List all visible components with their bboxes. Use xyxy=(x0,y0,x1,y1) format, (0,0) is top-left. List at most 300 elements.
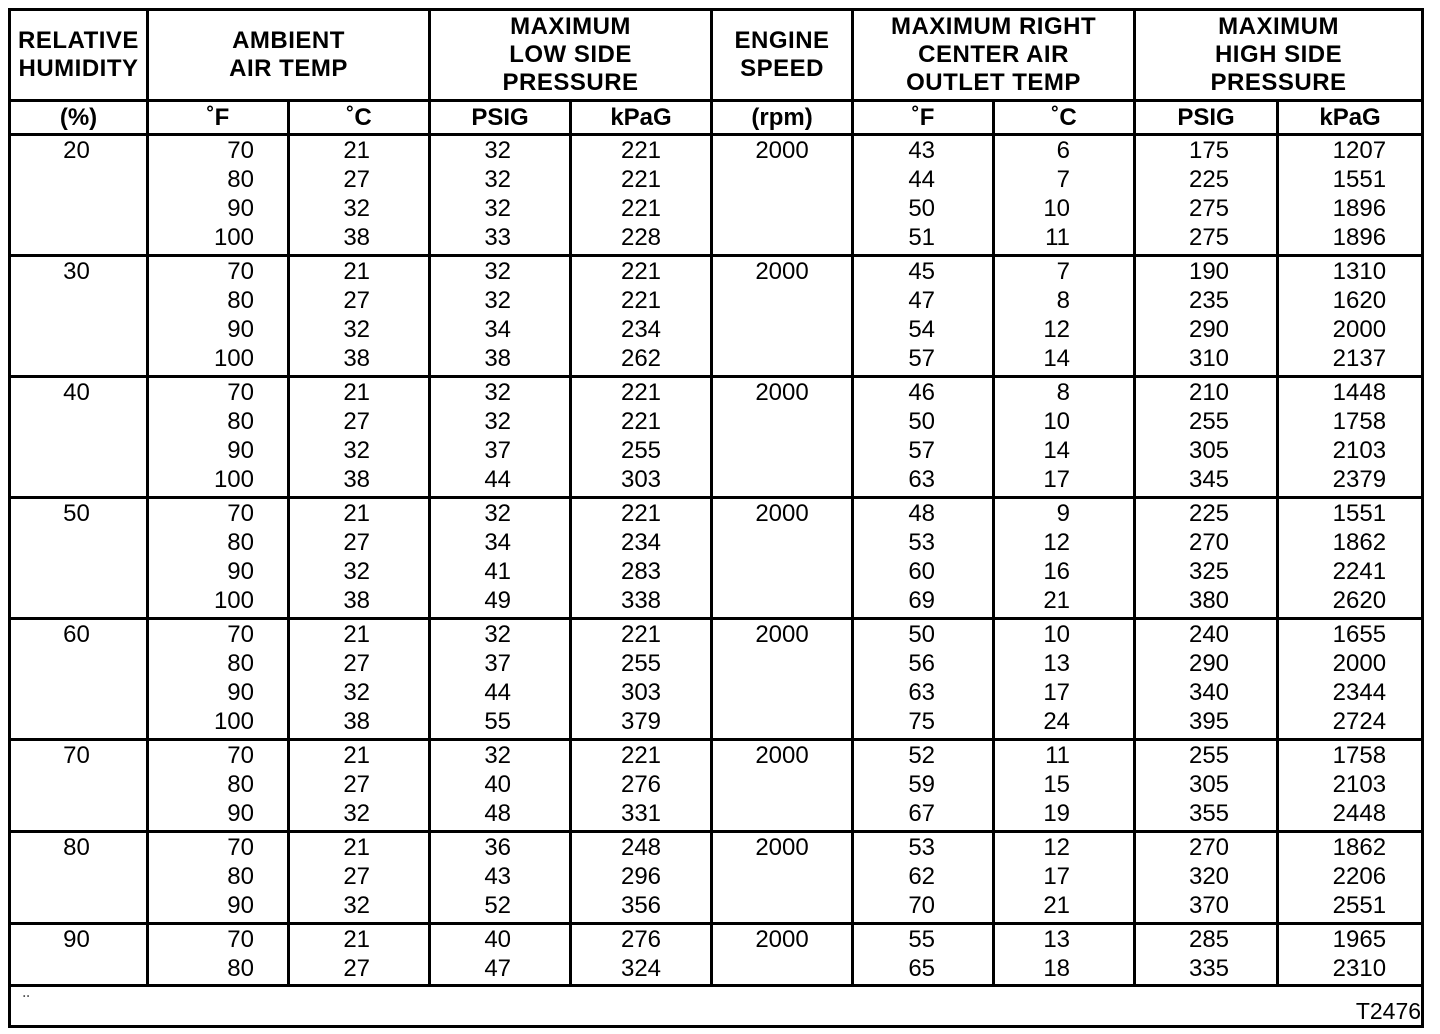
table-row xyxy=(10,924,1423,986)
cell-value: 221 xyxy=(620,258,662,285)
cell-value: 16 xyxy=(1043,558,1071,585)
humidity-value: 50 xyxy=(63,500,90,527)
header-ambient-air-temp xyxy=(148,10,430,101)
cell-value: 80 xyxy=(227,408,254,435)
ambient-c-cell xyxy=(289,256,430,377)
cell-value: 2551 xyxy=(1332,892,1387,919)
header-line: MAXIMUM xyxy=(1218,13,1339,40)
cell-value: 45 xyxy=(908,258,936,285)
humidity-cell xyxy=(10,924,148,986)
cell-value: 32 xyxy=(484,287,512,314)
cell-value: 283 xyxy=(620,558,662,585)
engine-speed-cell xyxy=(712,924,853,986)
cell-value: 70 xyxy=(227,621,254,648)
humidity-cell xyxy=(10,619,148,740)
high-psig-cell xyxy=(1135,498,1278,619)
footer-row xyxy=(10,986,1423,1027)
cell-value: 21 xyxy=(343,258,371,285)
cell-value: 19 xyxy=(1043,800,1071,827)
cell-value: 62 xyxy=(908,863,936,890)
cell-value: 21 xyxy=(1043,587,1071,614)
cell-value: 262 xyxy=(620,345,662,372)
header-line: PRESSURE xyxy=(502,69,639,96)
cell-value: 355 xyxy=(1188,800,1230,827)
cell-value: 32 xyxy=(484,379,512,406)
unit-high-psig: PSIG xyxy=(1135,101,1278,135)
cell-value: 100 xyxy=(213,466,254,493)
cell-value: 37 xyxy=(484,437,512,464)
cell-value: 1896 xyxy=(1332,224,1387,251)
cell-value: 44 xyxy=(484,466,512,493)
cell-value: 11 xyxy=(1045,742,1071,769)
cell-value: 255 xyxy=(620,650,662,677)
cell-value: 32 xyxy=(484,621,512,648)
cell-value: 40 xyxy=(484,926,512,953)
cell-value: 32 xyxy=(343,800,371,827)
outlet-f-cell xyxy=(853,924,994,986)
outlet-c-cell xyxy=(994,377,1135,498)
outlet-f-cell xyxy=(853,498,994,619)
low-psig-cell xyxy=(430,619,571,740)
high-kpag-cell xyxy=(1278,740,1423,832)
cell-value: 2620 xyxy=(1332,587,1387,614)
cell-value: 234 xyxy=(620,529,662,556)
engine-speed-cell xyxy=(712,619,853,740)
figure-id: T2476 xyxy=(1355,998,1422,1024)
engine-speed-cell xyxy=(712,832,853,924)
cell-value: 13 xyxy=(1043,650,1071,677)
unit-outlet-f: ˚F xyxy=(853,101,994,135)
cell-value: 32 xyxy=(484,137,512,164)
outlet-c-cell xyxy=(994,924,1135,986)
cell-value: 38 xyxy=(343,224,371,251)
cell-value: 51 xyxy=(908,224,936,251)
cell-value: 63 xyxy=(908,466,936,493)
humidity-cell xyxy=(10,135,148,256)
cell-value: 47 xyxy=(908,287,936,314)
cell-value: 10 xyxy=(1043,408,1071,435)
cell-value: 2103 xyxy=(1332,437,1387,464)
ambient-c-cell xyxy=(289,832,430,924)
cell-value: 290 xyxy=(1188,316,1230,343)
cell-value: 52 xyxy=(908,742,936,769)
engine-speed-cell xyxy=(712,256,853,377)
cell-value: 90 xyxy=(227,679,254,706)
cell-value: 1551 xyxy=(1332,500,1387,527)
cell-value: 36 xyxy=(484,834,512,861)
header-line: CENTER AIR xyxy=(918,41,1069,68)
cell-value: 75 xyxy=(908,708,936,735)
cell-value: 240 xyxy=(1188,621,1230,648)
high-kpag-cell xyxy=(1278,498,1423,619)
cell-value: 303 xyxy=(620,679,662,706)
cell-value: 32 xyxy=(484,500,512,527)
table-row xyxy=(10,619,1423,740)
cell-value: 32 xyxy=(343,892,371,919)
cell-value: 21 xyxy=(343,621,371,648)
low-psig-cell xyxy=(430,256,571,377)
ambient-f-cell xyxy=(148,135,289,256)
cell-value: 27 xyxy=(343,166,371,193)
cell-value: 15 xyxy=(1043,771,1071,798)
cell-value: 2241 xyxy=(1332,558,1387,585)
low-kpag-cell xyxy=(571,619,712,740)
cell-value: 38 xyxy=(343,587,371,614)
cell-value: 17 xyxy=(1043,679,1071,706)
cell-value: 276 xyxy=(620,771,662,798)
header-line: AIR TEMP xyxy=(229,55,348,82)
cell-value: 57 xyxy=(908,437,936,464)
cell-value: 8 xyxy=(1056,287,1071,314)
cell-value: 1655 xyxy=(1332,621,1387,648)
low-psig-cell xyxy=(430,135,571,256)
cell-value: 275 xyxy=(1188,195,1230,222)
outlet-f-cell xyxy=(853,377,994,498)
low-kpag-cell xyxy=(571,256,712,377)
cell-value: 46 xyxy=(908,379,936,406)
cell-value: 1310 xyxy=(1332,258,1387,285)
cell-value: 221 xyxy=(620,500,662,527)
cell-value: 80 xyxy=(227,955,254,982)
cell-value: 17 xyxy=(1043,863,1071,890)
cell-value: 27 xyxy=(343,863,371,890)
cell-value: 9 xyxy=(1056,500,1071,527)
cell-value: 80 xyxy=(227,287,254,314)
cell-value: 21 xyxy=(1043,892,1071,919)
header-line: MAXIMUM RIGHT xyxy=(890,13,1097,40)
cell-value: 380 xyxy=(1188,587,1230,614)
cell-value: 12 xyxy=(1043,529,1071,556)
cell-value: 7 xyxy=(1056,166,1071,193)
footer-cell xyxy=(10,986,1423,1027)
cell-value: 47 xyxy=(484,955,512,982)
cell-value: 12 xyxy=(1043,316,1071,343)
cell-value: 100 xyxy=(213,224,254,251)
outlet-c-cell xyxy=(994,619,1135,740)
cell-value: 70 xyxy=(908,892,936,919)
performance-table-frame xyxy=(8,8,1421,1024)
outlet-c-cell xyxy=(994,740,1135,832)
cell-value: 70 xyxy=(227,379,254,406)
cell-value: 285 xyxy=(1188,926,1230,953)
cell-value: 38 xyxy=(343,466,371,493)
cell-value: 290 xyxy=(1188,650,1230,677)
cell-value: 27 xyxy=(343,955,371,982)
cell-value: 270 xyxy=(1188,529,1230,556)
humidity-value: 90 xyxy=(63,926,90,953)
low-kpag-cell xyxy=(571,135,712,256)
cell-value: 32 xyxy=(343,316,371,343)
cell-value: 50 xyxy=(908,408,936,435)
ambient-f-cell xyxy=(148,498,289,619)
header-relative-humidity xyxy=(10,10,148,101)
ambient-f-cell xyxy=(148,377,289,498)
cell-value: 221 xyxy=(620,742,662,769)
cell-value: 225 xyxy=(1188,500,1230,527)
cell-value: 24 xyxy=(1043,708,1071,735)
scan-mark: ¨ xyxy=(23,992,30,1014)
humidity-value: 20 xyxy=(63,137,90,164)
cell-value: 53 xyxy=(908,529,936,556)
humidity-value: 40 xyxy=(63,379,90,406)
cell-value: 1965 xyxy=(1332,926,1387,953)
cell-value: 190 xyxy=(1188,258,1230,285)
cell-value: 225 xyxy=(1188,166,1230,193)
header-line: ENGINE xyxy=(734,27,830,54)
cell-value: 34 xyxy=(484,316,512,343)
high-kpag-cell xyxy=(1278,256,1423,377)
cell-value: 52 xyxy=(484,892,512,919)
low-psig-cell xyxy=(430,498,571,619)
humidity-cell xyxy=(10,740,148,832)
cell-value: 49 xyxy=(484,587,512,614)
table-row xyxy=(10,740,1423,832)
cell-value: 54 xyxy=(908,316,936,343)
cell-value: 324 xyxy=(620,955,662,982)
cell-value: 14 xyxy=(1043,345,1071,372)
high-kpag-cell xyxy=(1278,619,1423,740)
header-line: OUTLET TEMP xyxy=(906,69,1081,96)
cell-value: 80 xyxy=(227,863,254,890)
cell-value: 305 xyxy=(1188,771,1230,798)
high-psig-cell xyxy=(1135,256,1278,377)
cell-value: 48 xyxy=(908,500,936,527)
cell-value: 32 xyxy=(343,558,371,585)
cell-value: 65 xyxy=(908,955,936,982)
cell-value: 32 xyxy=(484,258,512,285)
cell-value: 248 xyxy=(620,834,662,861)
high-psig-cell xyxy=(1135,377,1278,498)
low-kpag-cell xyxy=(571,377,712,498)
cell-value: 175 xyxy=(1188,137,1230,164)
cell-value: 50 xyxy=(908,621,936,648)
high-kpag-cell xyxy=(1278,924,1423,986)
cell-value: 320 xyxy=(1188,863,1230,890)
engine-speed-value: 2000 xyxy=(755,379,809,406)
ambient-c-cell xyxy=(289,377,430,498)
low-kpag-cell xyxy=(571,740,712,832)
high-kpag-cell xyxy=(1278,832,1423,924)
high-kpag-cell xyxy=(1278,377,1423,498)
low-psig-cell xyxy=(430,832,571,924)
cell-value: 13 xyxy=(1043,926,1071,953)
low-psig-cell xyxy=(430,740,571,832)
unit-low-psig: PSIG xyxy=(430,101,571,135)
cell-value: 80 xyxy=(227,166,254,193)
outlet-f-cell xyxy=(853,256,994,377)
cell-value: 270 xyxy=(1188,834,1230,861)
cell-value: 12 xyxy=(1043,834,1071,861)
engine-speed-value: 2000 xyxy=(755,621,809,648)
cell-value: 32 xyxy=(484,408,512,435)
cell-value: 17 xyxy=(1043,466,1071,493)
cell-value: 44 xyxy=(484,679,512,706)
table-row xyxy=(10,498,1423,619)
cell-value: 70 xyxy=(227,500,254,527)
cell-value: 345 xyxy=(1188,466,1230,493)
ambient-f-cell xyxy=(148,740,289,832)
cell-value: 100 xyxy=(213,587,254,614)
cell-value: 228 xyxy=(620,224,662,251)
cell-value: 11 xyxy=(1045,224,1071,251)
cell-value: 331 xyxy=(620,800,662,827)
outlet-c-cell xyxy=(994,256,1135,377)
cell-value: 338 xyxy=(620,587,662,614)
humidity-cell xyxy=(10,832,148,924)
cell-value: 21 xyxy=(343,926,371,953)
cell-value: 1862 xyxy=(1332,529,1387,556)
header-max-outlet-temp xyxy=(853,10,1135,101)
cell-value: 2206 xyxy=(1332,863,1387,890)
engine-speed-value: 2000 xyxy=(755,742,809,769)
header-max-high-side-pressure xyxy=(1135,10,1423,101)
cell-value: 221 xyxy=(620,408,662,435)
cell-value: 255 xyxy=(620,437,662,464)
cell-value: 2724 xyxy=(1332,708,1387,735)
engine-speed-cell xyxy=(712,377,853,498)
engine-speed-value: 2000 xyxy=(755,500,809,527)
cell-value: 21 xyxy=(343,500,371,527)
cell-value: 335 xyxy=(1188,955,1230,982)
ac-performance-table xyxy=(8,8,1424,1028)
unit-humidity: (%) xyxy=(10,101,148,135)
cell-value: 70 xyxy=(227,258,254,285)
cell-value: 2000 xyxy=(1332,316,1387,343)
cell-value: 370 xyxy=(1188,892,1230,919)
cell-value: 2448 xyxy=(1332,800,1387,827)
cell-value: 305 xyxy=(1188,437,1230,464)
cell-value: 32 xyxy=(484,195,512,222)
humidity-value: 80 xyxy=(63,834,90,861)
engine-speed-value: 2000 xyxy=(755,258,809,285)
cell-value: 70 xyxy=(227,926,254,953)
header-line: HIGH SIDE xyxy=(1214,41,1343,68)
high-psig-cell xyxy=(1135,832,1278,924)
cell-value: 221 xyxy=(620,137,662,164)
cell-value: 221 xyxy=(620,379,662,406)
cell-value: 32 xyxy=(343,679,371,706)
low-kpag-cell xyxy=(571,498,712,619)
cell-value: 59 xyxy=(908,771,936,798)
cell-value: 32 xyxy=(484,166,512,193)
cell-value: 57 xyxy=(908,345,936,372)
high-psig-cell xyxy=(1135,740,1278,832)
cell-value: 34 xyxy=(484,529,512,556)
humidity-value: 30 xyxy=(63,258,90,285)
cell-value: 44 xyxy=(908,166,936,193)
cell-value: 255 xyxy=(1188,408,1230,435)
cell-value: 80 xyxy=(227,650,254,677)
low-psig-cell xyxy=(430,377,571,498)
engine-speed-value: 2000 xyxy=(755,137,809,164)
cell-value: 296 xyxy=(620,863,662,890)
cell-value: 27 xyxy=(343,529,371,556)
cell-value: 27 xyxy=(343,650,371,677)
humidity-cell xyxy=(10,498,148,619)
cell-value: 38 xyxy=(343,345,371,372)
cell-value: 38 xyxy=(343,708,371,735)
cell-value: 90 xyxy=(227,558,254,585)
cell-value: 356 xyxy=(620,892,662,919)
cell-value: 41 xyxy=(484,558,512,585)
cell-value: 14 xyxy=(1043,437,1071,464)
cell-value: 1862 xyxy=(1332,834,1387,861)
cell-value: 395 xyxy=(1188,708,1230,735)
cell-value: 276 xyxy=(620,926,662,953)
cell-value: 1207 xyxy=(1332,137,1387,164)
cell-value: 235 xyxy=(1188,287,1230,314)
header-engine-speed xyxy=(712,10,853,101)
cell-value: 221 xyxy=(620,166,662,193)
cell-value: 1620 xyxy=(1332,287,1387,314)
cell-value: 2000 xyxy=(1332,650,1387,677)
header-line: AMBIENT xyxy=(232,27,345,54)
ambient-c-cell xyxy=(289,498,430,619)
cell-value: 63 xyxy=(908,679,936,706)
ambient-c-cell xyxy=(289,924,430,986)
cell-value: 21 xyxy=(343,742,371,769)
cell-value: 1551 xyxy=(1332,166,1387,193)
header-line: LOW SIDE xyxy=(509,41,632,68)
cell-value: 275 xyxy=(1188,224,1230,251)
unit-ambient-c: ˚C xyxy=(289,101,430,135)
ambient-c-cell xyxy=(289,619,430,740)
cell-value: 8 xyxy=(1056,379,1071,406)
engine-speed-cell xyxy=(712,740,853,832)
unit-outlet-c: ˚C xyxy=(994,101,1135,135)
unit-high-kpag: kPaG xyxy=(1278,101,1423,135)
low-psig-cell xyxy=(430,924,571,986)
cell-value: 221 xyxy=(620,621,662,648)
ambient-c-cell xyxy=(289,135,430,256)
high-psig-cell xyxy=(1135,135,1278,256)
cell-value: 50 xyxy=(908,195,936,222)
cell-value: 48 xyxy=(484,800,512,827)
header-line: MAXIMUM xyxy=(510,13,631,40)
cell-value: 90 xyxy=(227,800,254,827)
outlet-f-cell xyxy=(853,832,994,924)
humidity-cell xyxy=(10,377,148,498)
cell-value: 100 xyxy=(213,345,254,372)
engine-speed-cell xyxy=(712,498,853,619)
engine-speed-value: 2000 xyxy=(755,926,809,953)
cell-value: 325 xyxy=(1188,558,1230,585)
ambient-f-cell xyxy=(148,619,289,740)
cell-value: 56 xyxy=(908,650,936,677)
cell-value: 340 xyxy=(1188,679,1230,706)
low-kpag-cell xyxy=(571,832,712,924)
cell-value: 1448 xyxy=(1332,379,1387,406)
cell-value: 21 xyxy=(343,379,371,406)
cell-value: 2310 xyxy=(1332,955,1387,982)
cell-value: 32 xyxy=(343,195,371,222)
cell-value: 70 xyxy=(227,742,254,769)
cell-value: 310 xyxy=(1188,345,1230,372)
cell-value: 1896 xyxy=(1332,195,1387,222)
cell-value: 10 xyxy=(1043,621,1071,648)
header-line: PRESSURE xyxy=(1210,69,1347,96)
cell-value: 70 xyxy=(227,834,254,861)
cell-value: 33 xyxy=(484,224,512,251)
cell-value: 303 xyxy=(620,466,662,493)
cell-value: 55 xyxy=(484,708,512,735)
high-psig-cell xyxy=(1135,619,1278,740)
cell-value: 27 xyxy=(343,771,371,798)
cell-value: 379 xyxy=(620,708,662,735)
cell-value: 60 xyxy=(908,558,936,585)
cell-value: 2137 xyxy=(1332,345,1387,372)
cell-value: 67 xyxy=(908,800,936,827)
